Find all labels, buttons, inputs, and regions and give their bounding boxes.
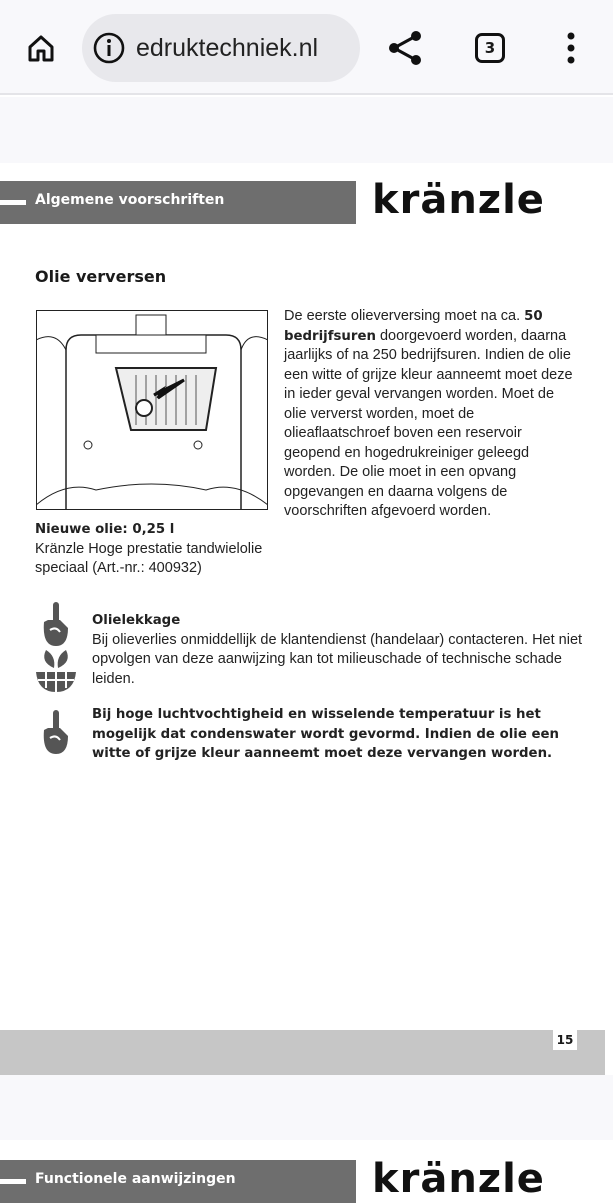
- page-heading: Olie verversen: [35, 267, 167, 286]
- paragraph-text: doorgevoerd worden, daarna jaarlijks of na 250 bedrijfsuren. Indien de olie een witte of grijze kleur aanneemt moet deze in ieder geval vervangen worden. Moet de olie ververst worden, moet de olieaflaatschroef boven een reservoir geopend en hogedrukreiniger geleegd worden. De olie moet in een opvang opgevangen en daarna volgens de voorschriften afgevoerd worden.: [284, 327, 573, 519]
- note-title: Olielekkage: [92, 613, 181, 628]
- address-bar[interactable]: [82, 14, 360, 82]
- pointing-hand-icon: [40, 602, 72, 650]
- condensation-note: [92, 705, 582, 764]
- oil-drain-illustration: [36, 310, 268, 510]
- section-header: [0, 181, 356, 224]
- paragraph-text: De eerste olieverversing moet na ca.: [284, 308, 525, 324]
- section-header: [0, 1160, 356, 1203]
- page-gap: [0, 97, 613, 163]
- bold-hours: 50 bedrijfsuren: [284, 309, 543, 344]
- page-footer: [0, 1030, 605, 1075]
- share-icon[interactable]: [386, 28, 424, 68]
- browser-toolbar: [0, 0, 613, 95]
- url-text: edruktechniek.nl: [136, 33, 319, 62]
- pointing-hand-icon: [40, 710, 72, 758]
- oil-change-paragraph: [284, 307, 574, 522]
- home-icon[interactable]: [26, 33, 56, 63]
- section-title: Functionele aanwijzingen: [35, 1171, 236, 1187]
- note-text: Bij hoge luchtvochtigheid en wisselende temperatuur is het mogelijk dat condenswater wordt gevormd. Indien de olie een witte of grijze kleur aanneemt moet deze vervangen worden.: [92, 707, 559, 761]
- kranzle-logo: kränzle: [372, 1156, 545, 1202]
- environment-icon: [34, 648, 78, 692]
- page-gap: [0, 1075, 613, 1140]
- more-menu-icon[interactable]: [563, 32, 579, 64]
- new-oil-description: Kränzle Hoge prestatie tandwielolie speciaal (Art.-nr.: 400932): [35, 540, 263, 576]
- tab-switcher-button[interactable]: 3: [475, 33, 505, 63]
- new-oil-info: [35, 520, 275, 579]
- note-text: Bij olieverlies onmiddellijk de klantendienst (handelaar) contacteren. Het niet opvolgen van deze aanwijzing kan tot milieuschade of technische schade leiden.: [92, 631, 583, 687]
- info-icon[interactable]: [92, 31, 126, 65]
- section-title: Algemene voorschriften: [35, 192, 225, 208]
- kranzle-logo: kränzle: [372, 177, 545, 223]
- page-number: 15: [553, 1030, 577, 1050]
- new-oil-label: Nieuwe olie: 0,25 l: [35, 522, 175, 537]
- oil-leak-note: [92, 611, 592, 689]
